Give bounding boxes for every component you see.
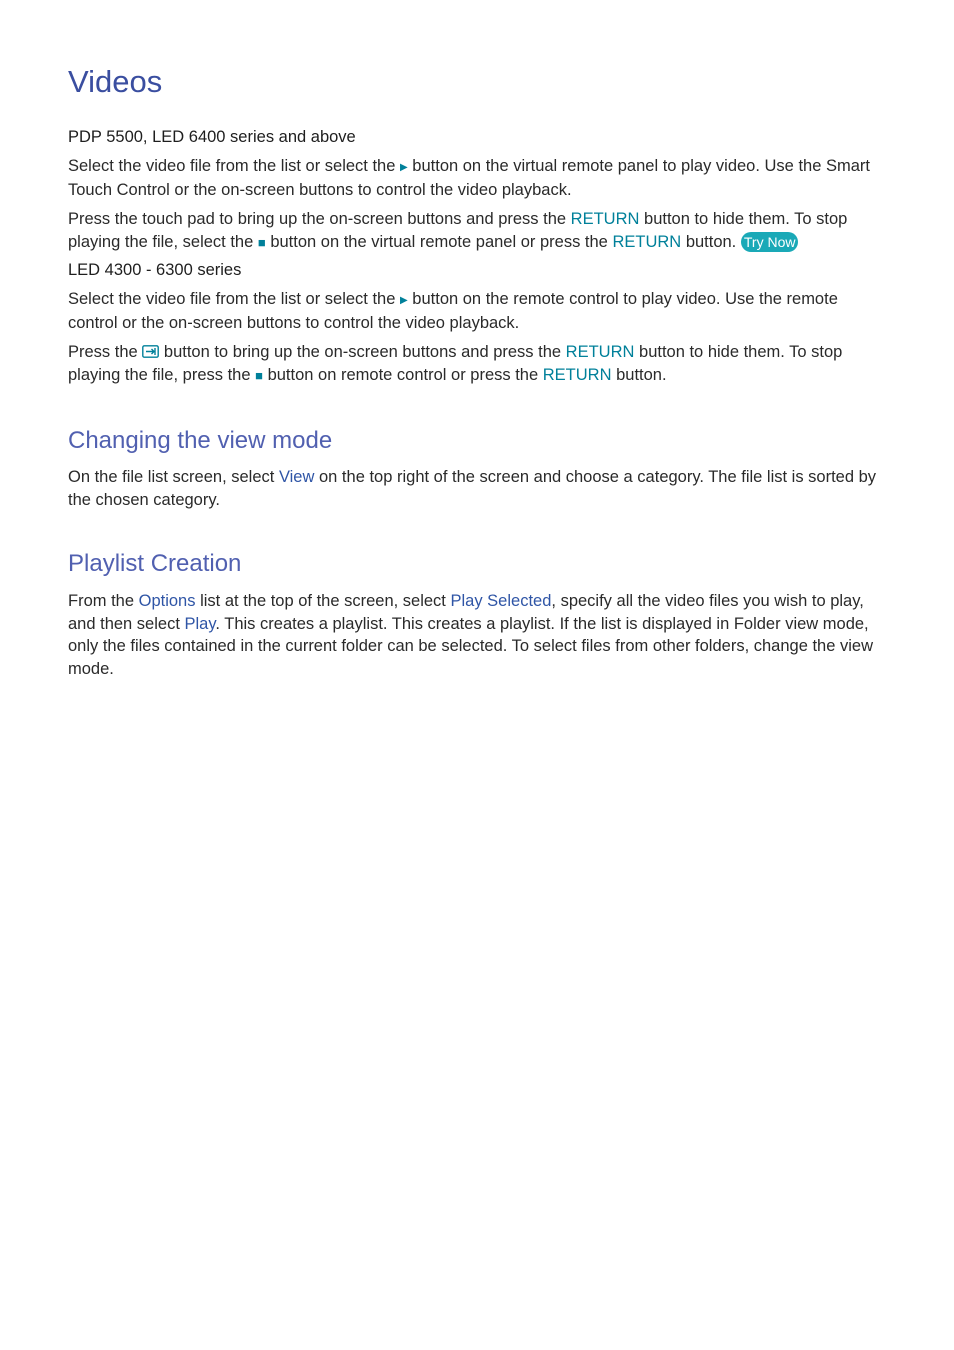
play-icon: ▶ bbox=[400, 162, 408, 173]
led-p2-text-e: button. bbox=[616, 366, 667, 384]
return-keyword: RETURN bbox=[570, 210, 640, 228]
return-keyword: RETURN bbox=[612, 233, 682, 251]
on-screen-buttons-icon bbox=[142, 345, 159, 358]
led-heading: LED 4300 - 6300 series bbox=[68, 261, 242, 279]
playlist-text-c: , specify all the video files you wish to play, and then select bbox=[68, 592, 864, 633]
return-keyword: RETURN bbox=[565, 343, 635, 361]
led-paragraph-2 bbox=[68, 341, 888, 387]
pdp-paragraph-1 bbox=[68, 155, 888, 202]
led-p1-text-b: button on the remote control to play video. Use the remote control or the on-screen buttons to control the video playback. bbox=[68, 290, 838, 332]
pdp-p2-text-c: button on the virtual remote panel or press the bbox=[270, 233, 608, 251]
pdp-heading: PDP 5500, LED 6400 series and above bbox=[68, 128, 356, 146]
playlist-text-a: From the bbox=[68, 592, 135, 610]
led-paragraph-1 bbox=[68, 288, 888, 335]
play-selected-keyword: Play Selected bbox=[450, 592, 552, 610]
playlist-text-d: . This creates a playlist. This creates a playlist. If the list is displayed in Folder view mode, only the files contained in the current folder can be selected. To select files from other folders, change the view mode. bbox=[68, 614, 873, 678]
led-p2-text-b: button to bring up the on-screen buttons and press the bbox=[163, 343, 562, 361]
page-content bbox=[68, 60, 888, 680]
return-keyword: RETURN bbox=[542, 366, 612, 384]
page-title: Videos bbox=[68, 64, 163, 99]
try-now-button[interactable]: Try Now bbox=[741, 232, 799, 252]
view-mode-heading: Changing the view mode bbox=[68, 427, 333, 454]
play-keyword: Play bbox=[184, 614, 216, 633]
pdp-p1-text-a: Select the video file from the list or select the bbox=[68, 157, 396, 175]
pdp-p2-text-a: Press the touch pad to bring up the on-screen buttons and press the bbox=[68, 210, 567, 228]
pdp-p2-text-d: button. bbox=[685, 233, 737, 251]
view-keyword: View bbox=[278, 468, 315, 486]
playlist-paragraph bbox=[68, 590, 888, 680]
stop-icon: ■ bbox=[255, 368, 263, 383]
options-keyword: Options bbox=[138, 592, 196, 610]
playlist-text-b: list at the top of the screen, select bbox=[200, 592, 446, 610]
led-p1-text-a: Select the video file from the list or select the bbox=[68, 290, 396, 308]
pdp-paragraph-2 bbox=[68, 208, 888, 254]
pdp-p2-text-b: button to hide them. To stop playing the file, select the bbox=[68, 210, 848, 251]
view-mode-paragraph bbox=[68, 466, 888, 512]
playlist-heading: Playlist Creation bbox=[68, 550, 242, 577]
view-mode-text-a: On the file list screen, select bbox=[68, 468, 275, 486]
stop-icon: ■ bbox=[257, 235, 266, 250]
play-icon: ▶ bbox=[400, 295, 408, 306]
led-p2-text-a: Press the bbox=[68, 343, 138, 361]
led-p2-text-c: button to hide them. To stop playing the file, press the bbox=[68, 343, 843, 384]
view-mode-text-b: on the top right of the screen and choose a category. The file list is sorted by the chosen category. bbox=[68, 468, 877, 509]
led-p2-text-d: button on remote control or press the bbox=[267, 366, 539, 384]
pdp-p1-text-b: button on the virtual remote panel to play video. Use the Smart Touch Control or the on-screen buttons to control the video playback. bbox=[68, 157, 870, 199]
